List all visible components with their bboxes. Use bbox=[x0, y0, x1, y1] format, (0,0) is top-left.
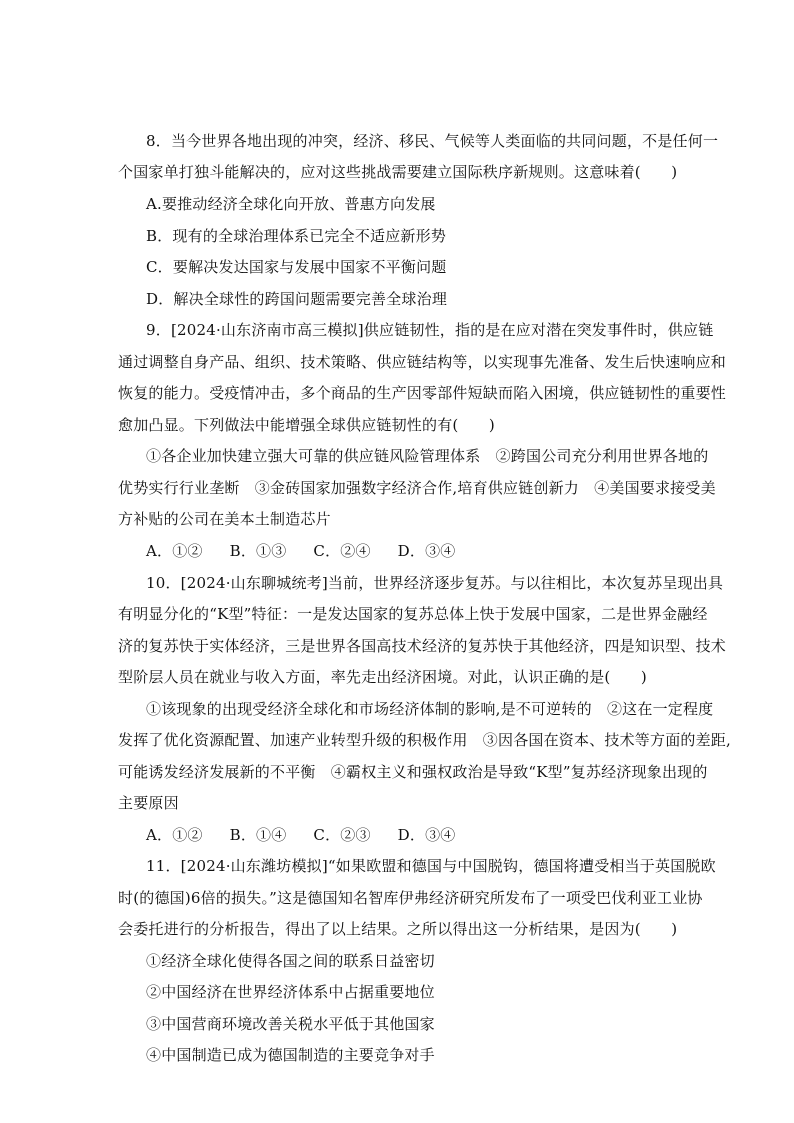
q10-statement-line-1: ①该现象的出现受经济全球化和市场经济体制的影响,是不可逆转的 ②这在一定程度 bbox=[146, 700, 714, 718]
q9-stem-line-3: 恢复的能力。受疫情冲击，多个商品的生产因零部件短缺而陷入困境，供应链韧性的重要性 bbox=[118, 384, 727, 402]
q8-option-b: B．现有的全球治理体系已完全不适应新形势 bbox=[146, 227, 447, 245]
q9-choice-d: D．③④ bbox=[397, 542, 456, 560]
q10-stem-line-3: 济的复苏快于实体经济，三是世界各国高技术经济的复苏快于其他经济，四是知识型、技术 bbox=[118, 637, 727, 655]
q10-choice-b: B．①④ bbox=[229, 826, 287, 844]
q9-statement-line-1: ①各企业加快建立强大可靠的供应链风险管理体系 ②跨国公司充分利用世界各地的 bbox=[146, 447, 709, 465]
q9-choice-b: B．①③ bbox=[229, 542, 287, 560]
q10-stem-line-2: 有明显分化的“K型”特征：一是发达国家的复苏总体上快于发展中国家，二是世界金融经 bbox=[118, 605, 708, 623]
q10-statement-line-4: 主要原因 bbox=[118, 794, 179, 812]
q8-stem-line-2: 个国家单打独斗能解决的，应对这些挑战需要建立国际秩序新规则。这意味着( ) bbox=[118, 163, 678, 181]
q11-stem-line-2: 时(的德国)6倍的损失。”这是德国知名智库伊弗经济研究所发布了一项受巴伐利亚工业协 bbox=[118, 889, 703, 907]
q10-choice-a: A．①② bbox=[146, 826, 203, 844]
q11-stem-line-3: 会委托进行的分析报告，得出了以上结果。之所以得出这一分析结果，是因为( ) bbox=[118, 920, 678, 938]
q11-statement-1: ①经济全球化使得各国之间的联系日益密切 bbox=[146, 952, 435, 970]
q11-statement-4: ④中国制造已成为德国制造的主要竞争对手 bbox=[146, 1046, 435, 1064]
q11-statement-3: ③中国营商环境改善关税水平低于其他国家 bbox=[146, 1015, 435, 1033]
q8-option-a: A.要推动经济全球化向开放、普惠方向发展 bbox=[146, 195, 436, 213]
q10-statement-line-2: 发挥了优化资源配置、加速产业转型升级的积极作用 ③因各国在资本、技术等方面的差距, bbox=[118, 731, 731, 749]
q9-choice-c: C．②④ bbox=[313, 542, 371, 560]
q8-option-c: C．要解决发达国家与发展中国家不平衡问题 bbox=[146, 258, 447, 276]
q9-stem-line-1: 9．[2024·山东济南市高三模拟]供应链韧性，指的是在应对潜在突发事件时，供应链 bbox=[146, 321, 714, 339]
q9-stem-line-4: 愈加凸显。下列做法中能增强全球供应链韧性的有( ) bbox=[118, 416, 495, 434]
q10-choices bbox=[146, 825, 477, 845]
q8-option-d: D．解决全球性的跨国问题需要完善全球治理 bbox=[146, 290, 448, 308]
q9-statement-line-2: 优势实行行业垄断 ③金砖国家加强数字经济合作,培育供应链创新力 ④美国要求接受美 bbox=[118, 479, 716, 497]
q10-choice-d: D．③④ bbox=[397, 826, 456, 844]
q11-stem-line-1: 11．[2024·山东潍坊模拟]“如果欧盟和德国与中国脱钩，德国将遭受相当于英国脱欧 bbox=[146, 857, 716, 875]
q9-choice-a: A．①② bbox=[146, 542, 203, 560]
q9-choices bbox=[146, 541, 477, 561]
q9-stem-line-2: 通过调整自身产品、组织、技术策略、供应链结构等，以实现事先准备、发生后快速响应和 bbox=[118, 353, 727, 371]
q10-choice-c: C．②③ bbox=[313, 826, 371, 844]
q8-stem-line-1: 8．当今世界各地出现的冲突，经济、移民、气候等人类面临的共同问题，不是任何一 bbox=[146, 132, 719, 150]
q10-stem-line-4: 型阶层人员在就业与收入方面，率先走出经济困境。对此，认识正确的是( ) bbox=[118, 668, 647, 686]
q9-statement-line-3: 方补贴的公司在美本土制造芯片 bbox=[118, 510, 331, 528]
q10-stem-line-1: 10．[2024·山东聊城统考]当前，世界经济逐步复苏。与以往相比，本次复苏呈现出具 bbox=[146, 574, 724, 592]
q11-statement-2: ②中国经济在世界经济体系中占据重要地位 bbox=[146, 983, 435, 1001]
q10-statement-line-3: 可能诱发经济发展新的不平衡 ④霸权主义和强权政治是导致“K型”复苏经济现象出现的 bbox=[118, 763, 708, 781]
